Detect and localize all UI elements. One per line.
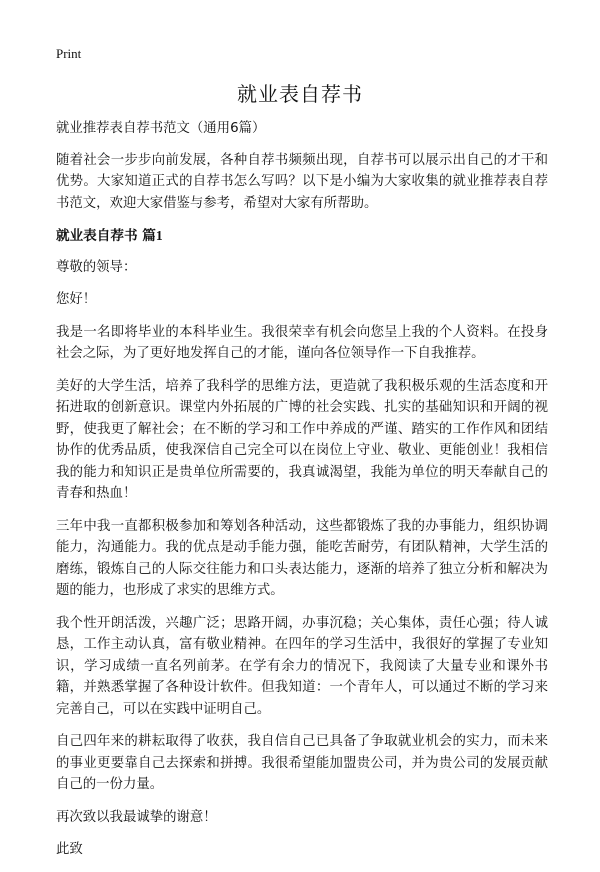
body-paragraph: 我个性开朗活泼，兴趣广泛；思路开阔，办事沉稳；关心集体，责任心强；待人诚恳，工作主动认真，富有敬业精神。在四年的学习生活中，我很好的掌握了专业知识，学习成绩一直名列前茅。在学有余力的情况下，我阅读了大量专业和课外书籍，并熟悉掌握了各种设计软件。但我知道：一个青年人，可以通过不断的学习来完善自己，可以在实践中证明自己。 bbox=[56, 615, 548, 717]
document-subtitle: 就业推荐表自荐书范文（通用6篇） bbox=[56, 121, 266, 136]
closing-thanks: 再次致以我最诚挚的谢意！ bbox=[56, 809, 217, 825]
intro-paragraph: 随着社会一步步向前发展，各种自荐书频频出现，自荐书可以展示出自己的才干和优势。大家知道正式的自荐书怎么写吗？以下是小编为大家收集的就业推荐表自荐书范文，欢迎大家借鉴与参考，希望对大家有所帮助。 bbox=[56, 152, 548, 211]
body-paragraph: 三年中我一直都积极参加和筹划各种活动，这些都锻炼了我的办事能力，组织协调能力，沟通能力。我的优点是动手能力强，能吃苦耐劳，有团队精神，大学生活的磨练，锻炼自己的人际交往能力和口头表达能力，逐渐的培养了独立分析和解决为题的能力，也形成了求实的思维方式。 bbox=[56, 518, 548, 598]
document-body bbox=[56, 118, 548, 872]
print-link[interactable]: Print bbox=[56, 46, 82, 61]
section-heading-text: 就业表自荐书 篇 bbox=[56, 228, 156, 244]
section-heading bbox=[56, 225, 548, 248]
closing: 此致 bbox=[56, 842, 83, 857]
body-paragraph: 我是一名即将毕业的本科毕业生。我很荣幸有机会向您呈上我的个人资料。在投身社会之际，为了更好地发挥自己的才能，谨向各位领导作一下自我推荐。 bbox=[56, 324, 548, 361]
body-paragraph: 美好的大学生活，培养了我科学的思维方法，更造就了我积极乐观的生活态度和开拓进取的创新意识。课堂内外拓展的广博的社会实践、扎实的基础知识和开阔的视野，使我更了解社会；在不断的学习和工作中养成的严谨、踏实的工作作风和团结协作的优秀品质，使我深信自己完全可以在岗位上守业、敬业、更能创业！我相信我的能力和知识正是贵单位所需要的，我真诚渴望，我能为单位的明天奉献自己的青春和热血！ bbox=[56, 378, 548, 501]
salutation: 尊敬的领导： bbox=[56, 259, 137, 275]
body-paragraph: 自己四年来的耕耘取得了收获，我自信自己已具备了争取就业机会的实力，而未来的事业更要靠自己去探索和拼搏。我很希望能加盟贵公司，并为贵公司的发展贡献自己的一份力量。 bbox=[56, 734, 548, 792]
document-title: 就业表自荐书 bbox=[237, 82, 363, 106]
section-heading-number: 1 bbox=[155, 228, 163, 243]
greeting: 您好！ bbox=[56, 292, 97, 307]
